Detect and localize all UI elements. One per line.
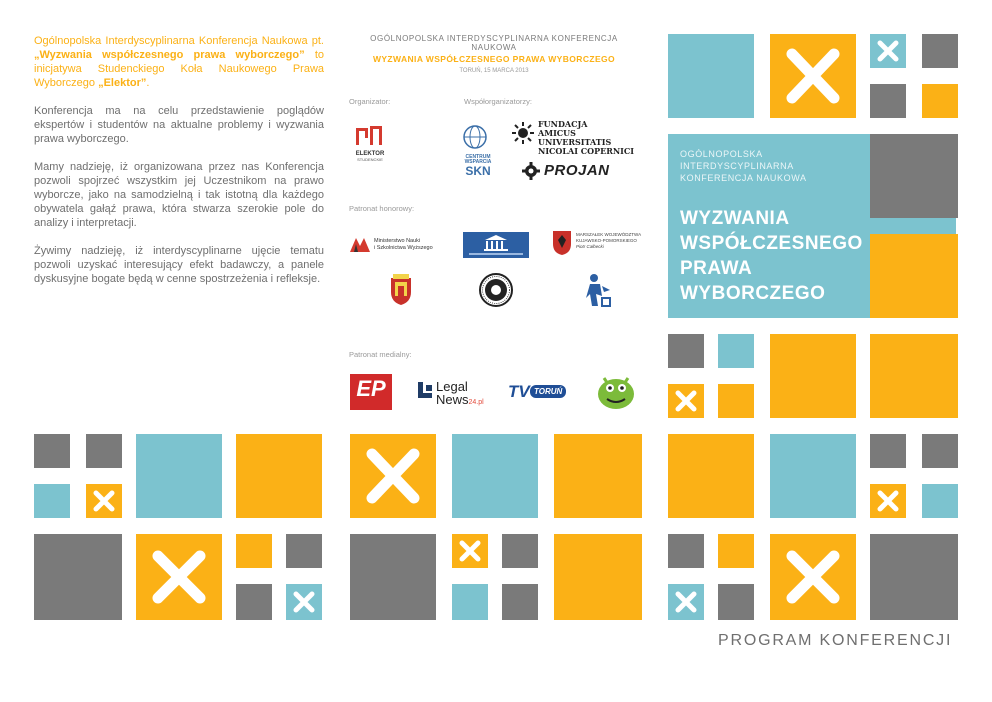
ministerstwo-text (374, 238, 433, 252)
cover-subtitle (680, 148, 807, 184)
cover-subtitle-line: INTERDYSCYPLINARNA (680, 161, 794, 171)
gray-square (350, 534, 436, 620)
teal-x-square (870, 34, 906, 68)
elektor-logo-text: ELEKTOR (355, 151, 385, 157)
gray-square (34, 434, 70, 468)
teal-square (718, 334, 754, 368)
cover-subtitle-line: OGÓLNOPOLSKA (680, 149, 763, 159)
program-title: PROGRAM KONFERENCJI (718, 632, 953, 649)
orange-square (922, 84, 958, 118)
intro-paragraph-1 (34, 34, 324, 90)
x-icon (286, 584, 322, 620)
middle-header (348, 34, 640, 74)
fundacja-logo (512, 119, 642, 156)
gray-square (870, 84, 906, 118)
intro-paragraph-2: Konferencja ma na celu przedstawienie poglądów ekspertów i studentów na aktualne problemy i wyzwania prawa wyborczego. (34, 105, 324, 145)
teal-square (452, 434, 538, 518)
cover-subtitle-line: KONFERENCJA NAUKOWA (680, 173, 807, 183)
gray-square (718, 584, 754, 620)
ministerstwo-logo (350, 236, 446, 256)
rzecznik-logo (463, 232, 529, 258)
seal-icon (478, 272, 514, 308)
orange-square (668, 434, 754, 518)
building-icon (463, 232, 529, 258)
orange-square (870, 234, 958, 318)
teal-square (922, 484, 958, 518)
elektor-logo-icon (352, 124, 388, 146)
gray-square (922, 34, 958, 68)
teal-square (136, 434, 222, 518)
x-icon (770, 534, 856, 620)
ep-logo (350, 374, 392, 410)
orange-square (554, 534, 642, 620)
marszalek-line: MARSZAŁEK WOJEWÓDZTWA (576, 232, 642, 237)
x-icon (350, 434, 436, 518)
intro-text-span: to inicjatywa Studenckiego Koła Naukowego Prawa Wyborczego (34, 49, 324, 89)
orange-x-square (136, 534, 222, 620)
x-icon (136, 534, 222, 620)
figure-icon (584, 272, 614, 310)
mascot-icon (594, 372, 638, 412)
coorganizers-label: Współorganizatorzy: (464, 97, 532, 106)
legal-text: Legal (436, 379, 468, 394)
organizer-label: Organizator: (349, 97, 391, 106)
legal-news-logo (418, 380, 488, 410)
header-line-2: WYZWANIA WSPÓŁCZESNEGO PRAWA WYBORCZEGO (372, 54, 616, 64)
x-icon (452, 534, 488, 568)
gray-square (870, 434, 906, 468)
gray-square (668, 334, 704, 368)
orange-x-square (770, 534, 856, 620)
cover-title-line: PRAWA (680, 258, 753, 279)
coat-of-arms-icon (552, 230, 572, 256)
orange-square (236, 434, 322, 518)
teal-square (668, 34, 754, 118)
crest-icon (386, 272, 416, 308)
orange-square (718, 384, 754, 418)
mascot-logo (594, 372, 638, 412)
conference-title-bold: „Wyzwania współczesnego prawa wyborczego” (34, 49, 305, 61)
legal-mark-icon (418, 382, 432, 398)
gray-square (870, 134, 958, 218)
projan-text: PROJAN (544, 162, 610, 179)
gray-square (236, 584, 272, 620)
ministerstwo-line: Ministerstwo Nauki (374, 238, 421, 244)
gear-icon (522, 162, 540, 180)
legal-news-word: News (436, 392, 469, 407)
orange-x-square (770, 34, 856, 118)
tv-torun-logo (508, 380, 568, 406)
marszalek-line: KUJAWSKO-POMORSKIEGO (576, 238, 637, 243)
x-icon (86, 484, 122, 518)
gray-square (668, 534, 704, 568)
marszalek-line: Piotr Całbecki (576, 244, 604, 249)
centrum-skn: SKN (465, 164, 491, 178)
elektor-logo-sub: STUDENCKIE (357, 157, 383, 162)
fundacja-text (538, 120, 642, 156)
media-label: Patronat medialny: (349, 350, 412, 359)
cover-title (680, 206, 863, 306)
honorary-label: Patronat honorowy: (349, 204, 415, 213)
figure-logo (584, 272, 614, 310)
legal-news-text (436, 393, 484, 410)
orange-square (718, 534, 754, 568)
intro-text-span: . (146, 77, 150, 89)
intro-paragraph-4: Żywimy nadzieję, iż interdyscyplinarne ujęcie tematu pozwoli uzyskać interesujący efekt badawczy, a panele dyskusyjne bogate będą w cenne spostrzeżenia i refleksje. (34, 245, 324, 285)
intro-paragraph-3: Mamy nadzieję, iż organizowana przez nas Konferencja pozwoli spojrzeć wszystkim jej Uczestnikom na prawo wyborcze, jako na samodzielną i tak istotną dla każdego obywatela gałąź prawa, która stwarza szerokie pole do analizy i interpretacji. (34, 161, 324, 229)
intro-text-span: Ogólnopolska Interdyscyplinarna Konferencja Naukowa pt. (34, 35, 324, 47)
teal-square (770, 434, 856, 518)
gray-square (86, 434, 122, 468)
teal-x-square (668, 584, 704, 620)
fundacja-line: NICOLAI COPERNICI (538, 146, 635, 156)
orange-square (770, 334, 856, 418)
x-icon (870, 34, 906, 68)
gray-square (286, 534, 322, 568)
intro-text (34, 34, 324, 300)
projan-logo (522, 162, 642, 182)
legal-news-suffix: 24.pl (468, 399, 484, 406)
fundacja-line: AMICUS UNIVERSITATIS (538, 128, 612, 147)
teal-x-square (286, 584, 322, 620)
elektor-logo (352, 124, 388, 164)
ministry-emblem-icon (350, 238, 370, 252)
teal-square (452, 584, 488, 620)
umk-seal-logo (478, 272, 514, 308)
teal-square (34, 484, 70, 518)
x-icon (668, 584, 704, 620)
x-icon (770, 34, 856, 118)
sun-icon (512, 122, 534, 144)
marszalek-logo (552, 230, 644, 260)
x-icon (668, 384, 704, 418)
globe-icon (460, 124, 490, 150)
orange-x-square (870, 484, 906, 518)
fundacja-line: FUNDACJA (538, 119, 588, 129)
orange-x-square (452, 534, 488, 568)
cover-title-line: WYBORCZEGO (680, 283, 826, 304)
orange-x-square (350, 434, 436, 518)
gray-square (34, 534, 122, 620)
orange-x-square (668, 384, 704, 418)
orange-square (554, 434, 642, 518)
centrum-line2: WSPARCIA (464, 159, 492, 165)
elektor-name-bold: „Elektor” (98, 77, 147, 89)
torun-crest-logo (386, 272, 416, 308)
tv-text: TV (508, 382, 530, 401)
gray-square (502, 584, 538, 620)
ep-logo-text: EP (356, 376, 386, 401)
header-line-1: OGÓLNOPOLSKA INTERDYSCYPLINARNA KONFERENCJA NAUKOWA (370, 34, 618, 52)
cover-title-line: WYZWANIA (680, 208, 790, 229)
orange-square (236, 534, 272, 568)
torun-text: TORUŃ (530, 385, 566, 398)
gray-square (922, 434, 958, 468)
header-date: TORUŃ, 15 MARCA 2013 (459, 68, 529, 74)
x-icon (870, 484, 906, 518)
orange-x-square (86, 484, 122, 518)
marszalek-text (576, 232, 641, 250)
gray-square (870, 534, 958, 620)
centrum-line1: CENTRUM (465, 154, 491, 160)
centrum-wsparcia-logo (460, 124, 496, 178)
cover-title-line: WSPÓŁCZESNEGO (680, 233, 863, 254)
orange-square (870, 334, 958, 418)
gray-square (502, 534, 538, 568)
ministerstwo-line: i Szkolnictwa Wyższego (374, 245, 433, 251)
